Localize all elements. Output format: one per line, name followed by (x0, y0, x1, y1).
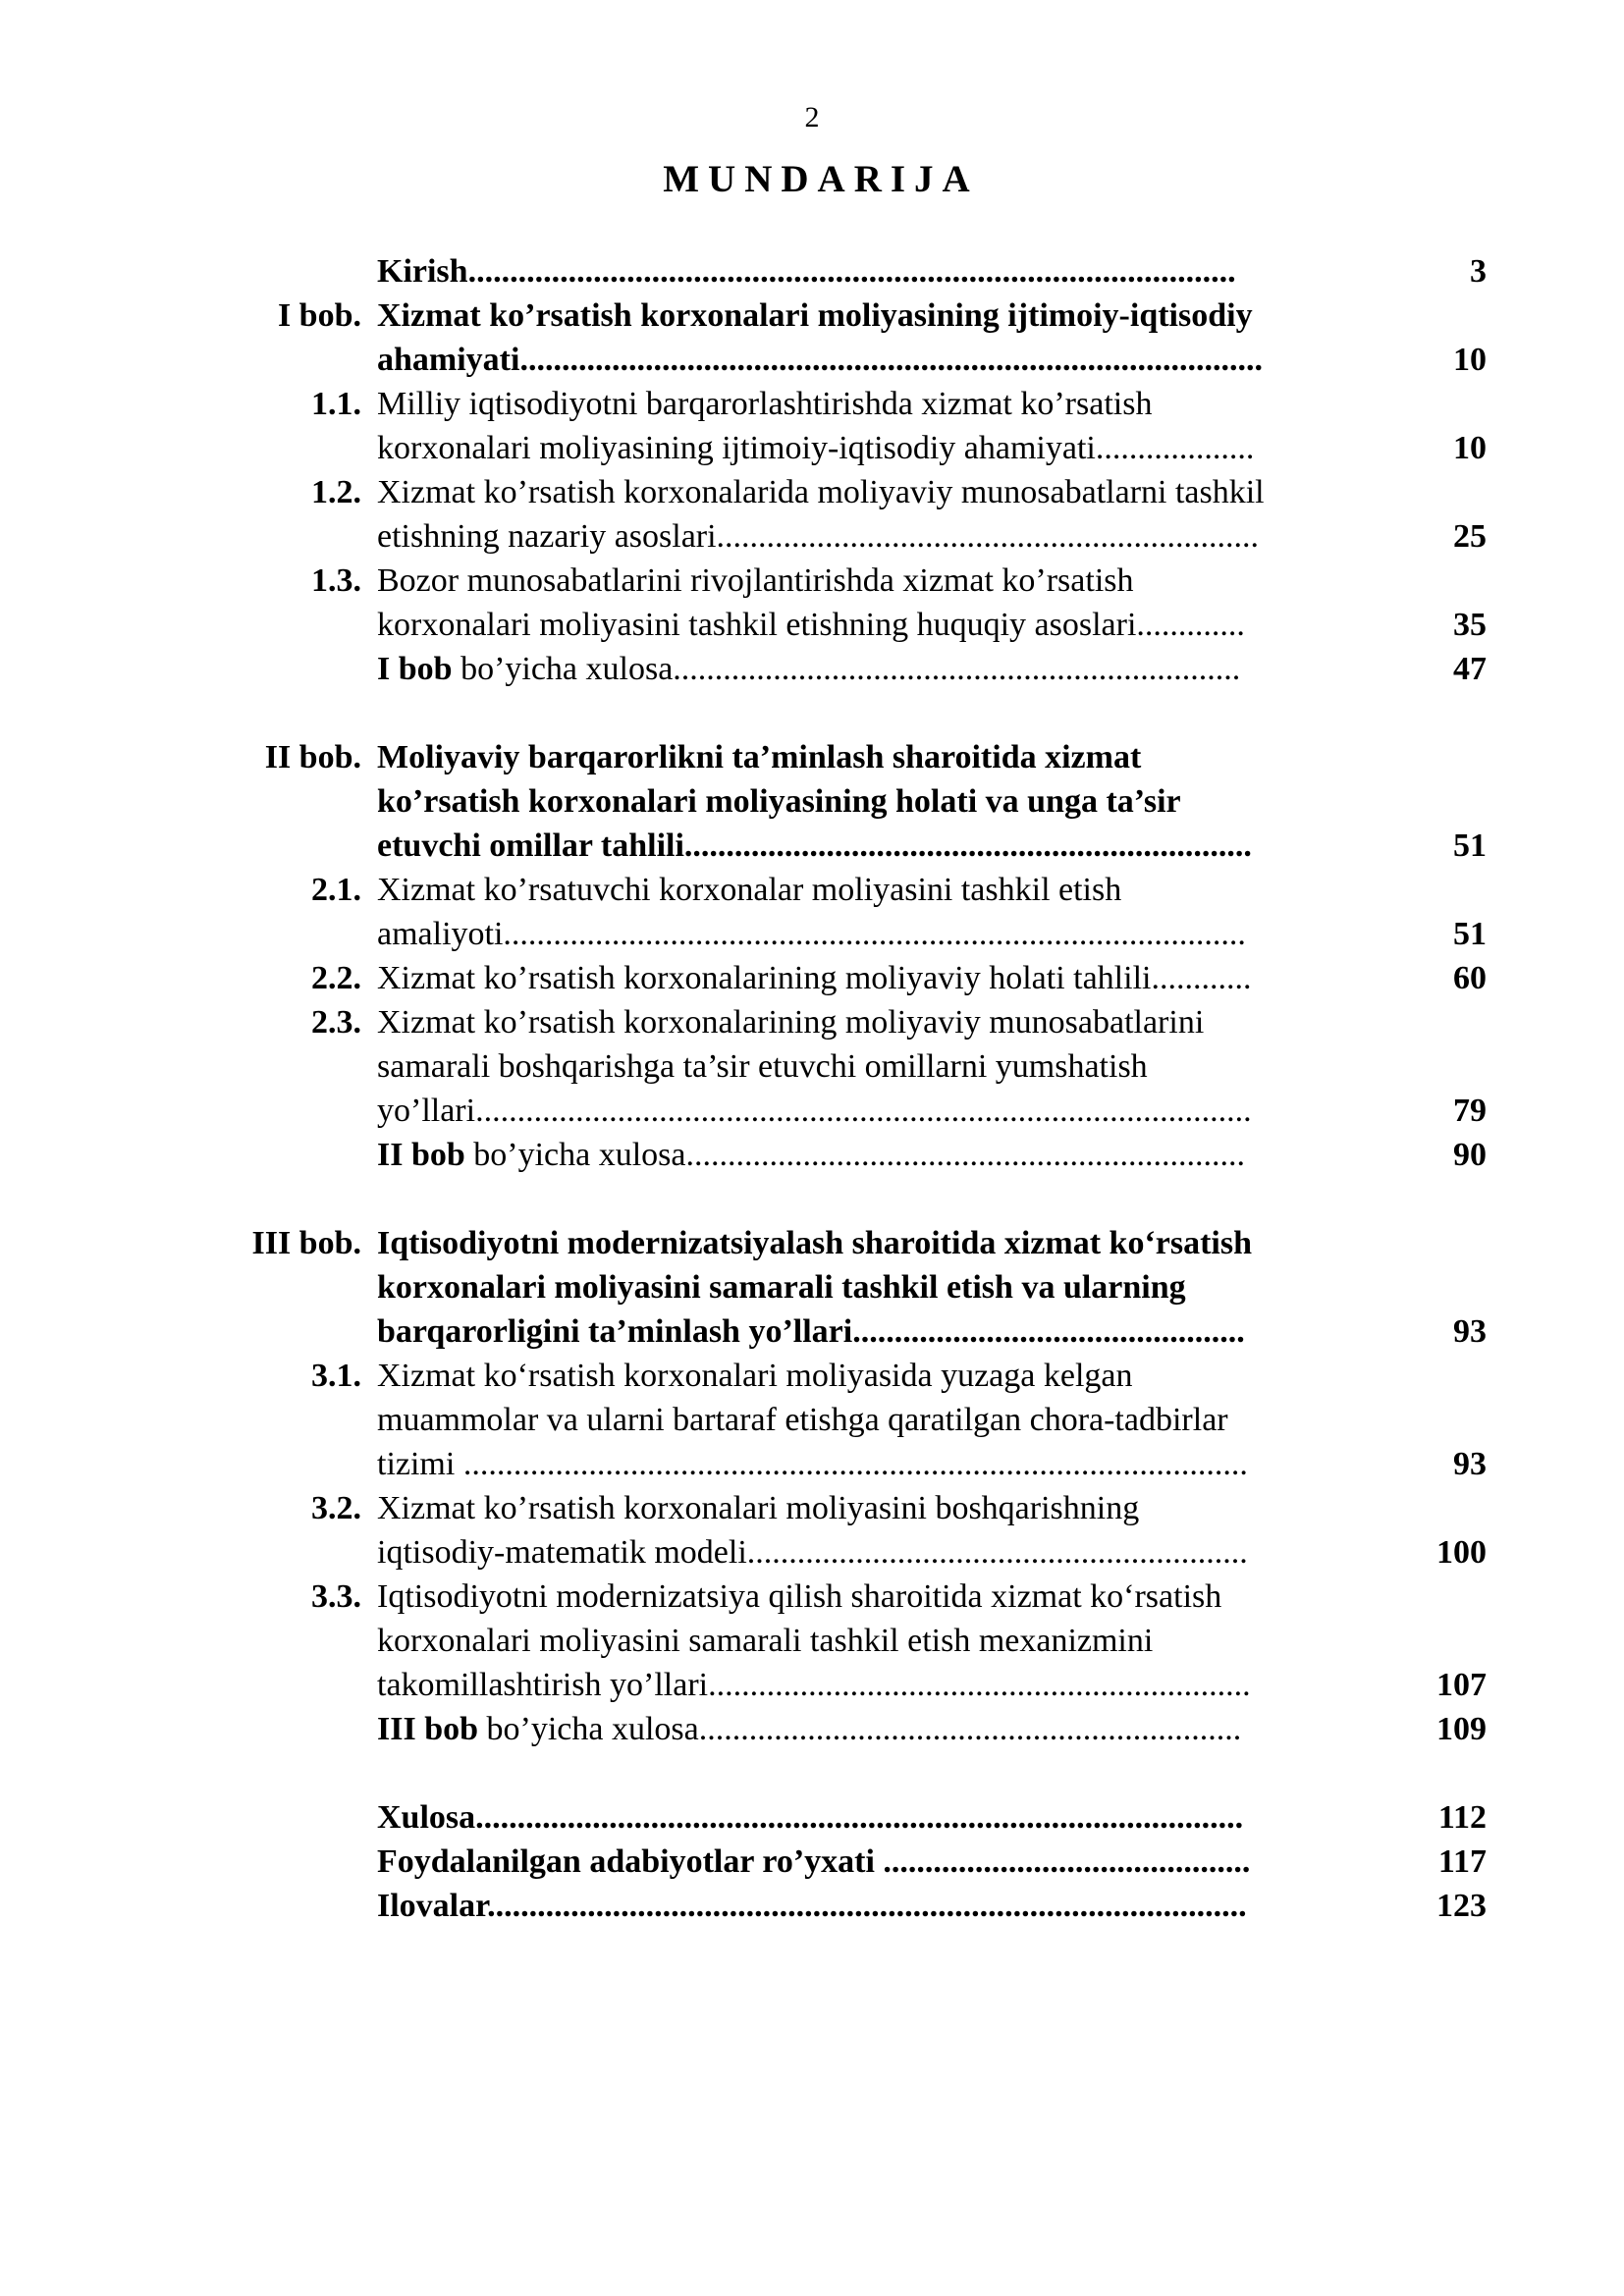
toc-entry-title-text: bo’yicha xulosa................................................................... (464, 1137, 1245, 1173)
toc-entry-title-text: bo’yicha xulosa.................................................................... (452, 651, 1241, 687)
toc-entry-title: Xizmat ko’rsatish korxonalarida moliyaviy munosabatlarni tashkil etishning nazariy asoslari................................................................. (377, 474, 1265, 555)
toc-entry-page: 93 (1453, 1446, 1487, 1482)
toc-entry (196, 1221, 1487, 1354)
toc-entry-label: II bob (377, 1137, 465, 1173)
toc-entry-page: 93 (1453, 1313, 1487, 1350)
toc-entry-title: Xizmat ko’rsatish korxonalari moliyasini boshqarishning iqtisodiy-matematik modeli............................................................ (377, 1490, 1248, 1571)
toc-entry-number: 3.1. (311, 1358, 361, 1394)
toc-entry-number: 3.3. (311, 1578, 361, 1615)
toc-entry (196, 1575, 1487, 1707)
toc-entry-page: 10 (1453, 430, 1487, 466)
toc-entry-number: 2.2. (311, 960, 361, 996)
toc-entry-title: Bozor munosabatlarini rivojlantirishda xizmat ko’rsatish korxonalari moliyasini tashkil etishning huquqiy asoslari............. (377, 562, 1245, 643)
toc-entry-number: I bob. (277, 297, 361, 334)
toc-entry-page: 109 (1436, 1711, 1487, 1747)
toc-entry (196, 1884, 1487, 1928)
toc-entry-title: Xulosa............................................................................................ (377, 1799, 1244, 1836)
toc-entry (196, 1840, 1487, 1884)
toc-gap (196, 1177, 1487, 1221)
toc-entry-number: 2.1. (311, 872, 361, 908)
toc-entry-number: 2.3. (311, 1004, 361, 1041)
toc-entry-number: III bob. (251, 1225, 361, 1261)
toc-entry-title: Xizmat ko‘rsatish korxonalari moliyasida yuzaga kelgan muammolar va ularni bartaraf etishga qaratilgan chora-tadbirlar tizimi .............................................................................................. (377, 1358, 1248, 1482)
toc-entry-title: Kirish............................................................................................ (377, 253, 1236, 290)
toc-entry-title: Xizmat ko’rsatish korxonalari moliyasining ijtimoiy-iqtisodiy ahamiyati......................................................................................... (377, 297, 1263, 378)
toc-entry (196, 956, 1487, 1000)
toc-entry-page: 51 (1453, 916, 1487, 952)
toc-entry-label: III bob (377, 1711, 479, 1747)
page-title: MUNDARIJA (663, 158, 979, 200)
toc-entry (196, 559, 1487, 647)
page-number: 2 (804, 101, 820, 133)
toc-entry-page: 25 (1453, 518, 1487, 555)
toc-entry (196, 294, 1487, 382)
toc-gap (196, 1751, 1487, 1795)
toc-entry-title (377, 647, 1396, 691)
toc-entry-number: 1.1. (311, 386, 361, 422)
toc-entry (196, 470, 1487, 559)
toc-entry (196, 735, 1487, 868)
toc-entry-page: 117 (1437, 1843, 1487, 1880)
toc-entry-page: 3 (1470, 253, 1487, 290)
toc-entry-page: 90 (1453, 1137, 1487, 1173)
toc-entry-page: 107 (1436, 1667, 1487, 1703)
toc-entry-title: Iqtisodiyotni modernizatsiya qilish sharoitida xizmat ko‘rsatish korxonalari moliyasini samarali tashkil etish mexanizmini takomillashtirish yo’llari................................................................. (377, 1578, 1251, 1703)
toc-entry-number: 3.2. (311, 1490, 361, 1526)
toc-entry (196, 868, 1487, 956)
toc-entry (196, 1486, 1487, 1575)
toc-entry (196, 1133, 1487, 1177)
toc-entry-label: I bob (377, 651, 453, 687)
toc-gap (196, 691, 1487, 735)
toc-entry-page: 79 (1453, 1093, 1487, 1129)
toc-entry (196, 1354, 1487, 1486)
toc-entry-title: Moliyaviy barqarorlikni ta’minlash sharoitida xizmat ko’rsatish korxonalari moliyasining holati va unga ta’sir etuvchi omillar tahlili.................................................................... (377, 739, 1252, 864)
toc-entry-title: Milliy iqtisodiyotni barqarorlashtirishda xizmat ko’rsatish korxonalari moliyasining ijtimoiy-iqtisodiy ahamiyati................... (377, 386, 1255, 466)
toc-entry-number: 1.2. (311, 474, 361, 510)
table-of-contents (196, 249, 1487, 1928)
toc-entry-title: Xizmat ko’rsatuvchi korxonalar moliyasini tashkil etish amaliyoti......................................................................................... (377, 872, 1246, 952)
toc-entry-page: 123 (1436, 1888, 1487, 1924)
toc-entry-number: 1.3. (311, 562, 361, 599)
toc-entry-page: 60 (1453, 960, 1487, 996)
toc-entry (196, 647, 1487, 691)
toc-entry-title: Xizmat ko’rsatish korxonalarining moliyaviy holati tahlili............ (377, 960, 1252, 996)
toc-entry (196, 1707, 1487, 1751)
toc-entry-title (377, 1133, 1396, 1177)
toc-entry-page: 100 (1436, 1534, 1487, 1571)
toc-entry-page: 51 (1453, 828, 1487, 864)
toc-entry-page: 35 (1453, 607, 1487, 643)
toc-entry-page: 112 (1437, 1799, 1487, 1836)
toc-entry (196, 1000, 1487, 1133)
toc-entry-title: Iqtisodiyotni modernizatsiyalash sharoitida xizmat ko‘rsatish korxonalari moliyasini samarali tashkil etish va ularning barqarorligini ta’minlash yo’llari............................................... (377, 1225, 1253, 1350)
toc-entry-page: 10 (1453, 342, 1487, 378)
toc-entry-title: Xizmat ko’rsatish korxonalarining moliyaviy munosabatlarini samarali boshqarishga ta’sir etuvchi omillarni yumshatish yo’llari............................................................................................. (377, 1004, 1252, 1129)
toc-entry-number: II bob. (264, 739, 361, 775)
toc-entry-page: 47 (1453, 651, 1487, 687)
toc-entry-title (377, 1707, 1396, 1751)
toc-entry (196, 382, 1487, 470)
toc-entry (196, 249, 1487, 294)
toc-entry-title: Ilovalar........................................................................................... (377, 1888, 1247, 1924)
toc-entry-title-text: bo’yicha xulosa................................................................. (478, 1711, 1242, 1747)
toc-entry-title: Foydalanilgan adabiyotlar ro’yxati ............................................ (377, 1843, 1251, 1880)
toc-entry (196, 1795, 1487, 1840)
